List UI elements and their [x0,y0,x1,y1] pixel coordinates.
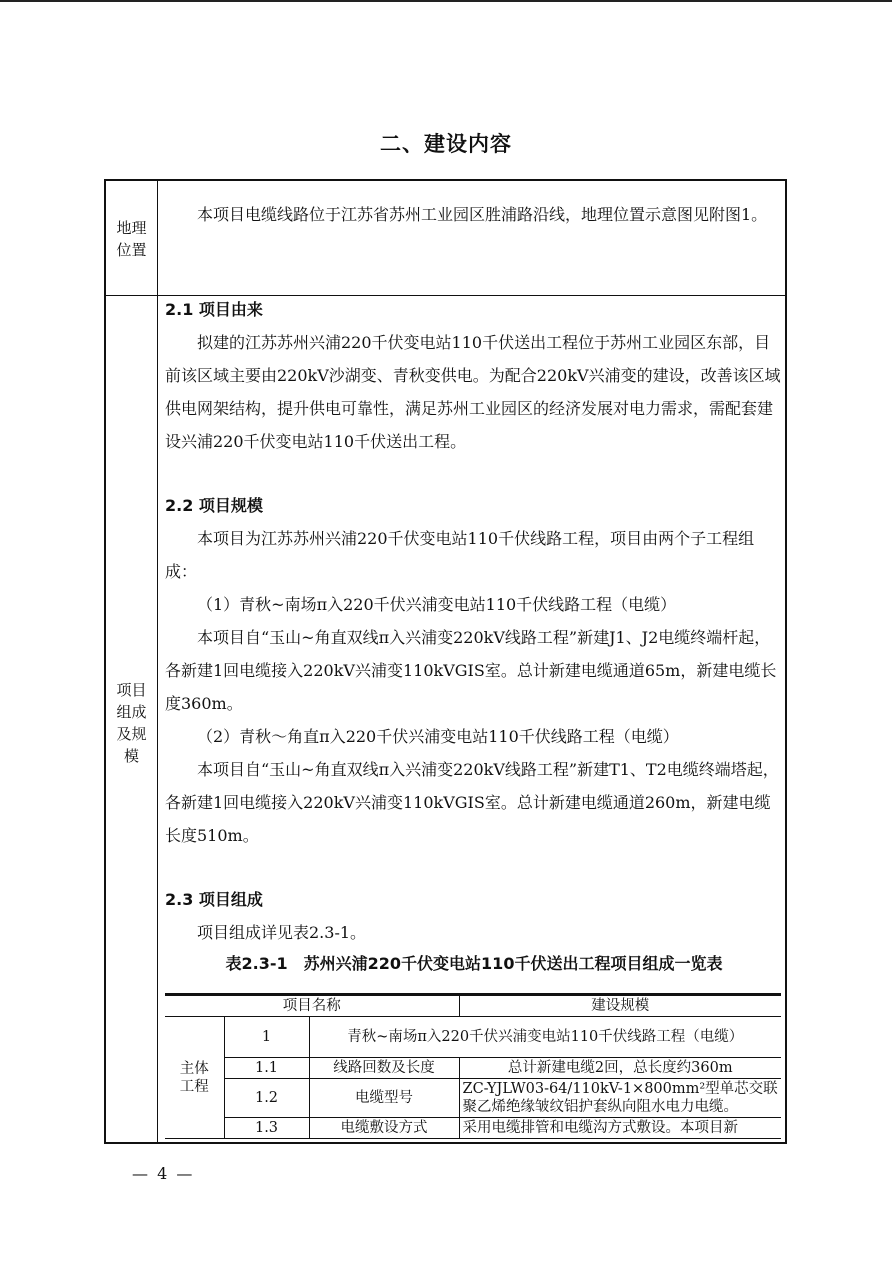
row-name: 电缆敷设方式 [309,1118,459,1139]
label-column-divider [157,181,158,1142]
section-2-1-text: 拟建的江苏苏州兴浦220千伏变电站110千伏送出工程位于苏州工业园区东部，目前该区域主要由220kV沙湖变、青秋变供电。为配合220kV兴浦变的建设，改善该区域供电网架结构，提升供电可靠性，满足苏州工业园区的经济发展对电力需求，需配套建设兴浦220千伏变电站110千伏送出工程。 [165,333,781,451]
location-text: 本项目电缆线路位于江苏省苏州工业园区胜浦路沿线，地理位置示意图见附图1。 [197,205,768,224]
row-number: 1.1 [224,1058,309,1079]
composition-table [165,993,781,1139]
section-2-2-intro: 本项目为江苏苏州兴浦220千伏变电站110千伏线路工程，项目由两个子工程组成： [165,529,755,581]
page-number-footer: — 4 — [132,1164,195,1183]
row-value: 采用电缆排管和电缆沟方式敷设。本项目新 [459,1118,781,1139]
table-header-row [165,996,781,1017]
table-caption: 表2.3-1 苏州兴浦220千伏变电站110千伏送出工程项目组成一览表 [225,954,723,973]
row-label-location: 地理 位置 [116,219,147,259]
row-value: ZC-YJLW03-64/110kV-1×800mm²型单芯交联聚乙烯绝缘皱纹铝护套纵向阻水电力电缆。 [459,1079,781,1118]
table-row [165,1058,781,1079]
table-row [165,1118,781,1139]
row-number: 1 [224,1017,309,1058]
subproject-1-text: 本项目自“玉山~角直双线π入兴浦变220kV线路工程”新建J1、J2电缆终端杆起，各新建1回电缆接入220kV兴浦变110kVGIS室。总计新建电缆通道65m，新建电缆长度360m。 [165,628,777,713]
subproject-2-text: 本项目自“玉山~角直双线π入兴浦变220kV线路工程”新建T1、T2电缆终端塔起，各新建1回电缆接入220kV兴浦变110kVGIS室。总计新建电缆通道260m，新建电缆长度510m。 [165,760,779,845]
section-2-3-heading: 2.3 项目组成 [165,890,263,909]
section-2-3-intro: 项目组成详见表2.3-1。 [197,923,367,942]
subproject-1-title: （1）青秋~南场π入220千伏兴浦变电站110千伏线路工程（电缆） [197,595,677,614]
row-number: 1.2 [224,1079,309,1118]
row-value: 总计新建电缆2回，总长度约360m [459,1058,781,1079]
table-row [165,1017,781,1058]
row-name: 线路回数及长度 [309,1058,459,1079]
section-2-2-heading: 2.2 项目规模 [165,496,263,515]
location-cell [165,198,783,231]
section-2-1-heading: 2.1 项目由来 [165,300,263,319]
page-title: 二、建设内容 [380,132,512,156]
row-name: 电缆型号 [309,1079,459,1118]
row-value: 青秋~南场π入220千伏兴浦变电站110千伏线路工程（电缆） [309,1017,781,1058]
header-project-name: 项目名称 [165,996,459,1017]
top-border-line [0,0,892,2]
composition-cell [165,294,783,979]
header-construction-scale: 建设规模 [459,996,781,1017]
content-table [104,179,787,1144]
table-row [165,1079,781,1118]
group-label-main-works: 主体 工程 [165,1017,224,1139]
subproject-2-title: （2）青秋～角直π入220千伏兴浦变电站110千伏线路工程（电缆） [197,727,679,746]
row-number: 1.3 [224,1118,309,1139]
row-label-composition: 项目 组成 及规 模 [116,681,147,765]
